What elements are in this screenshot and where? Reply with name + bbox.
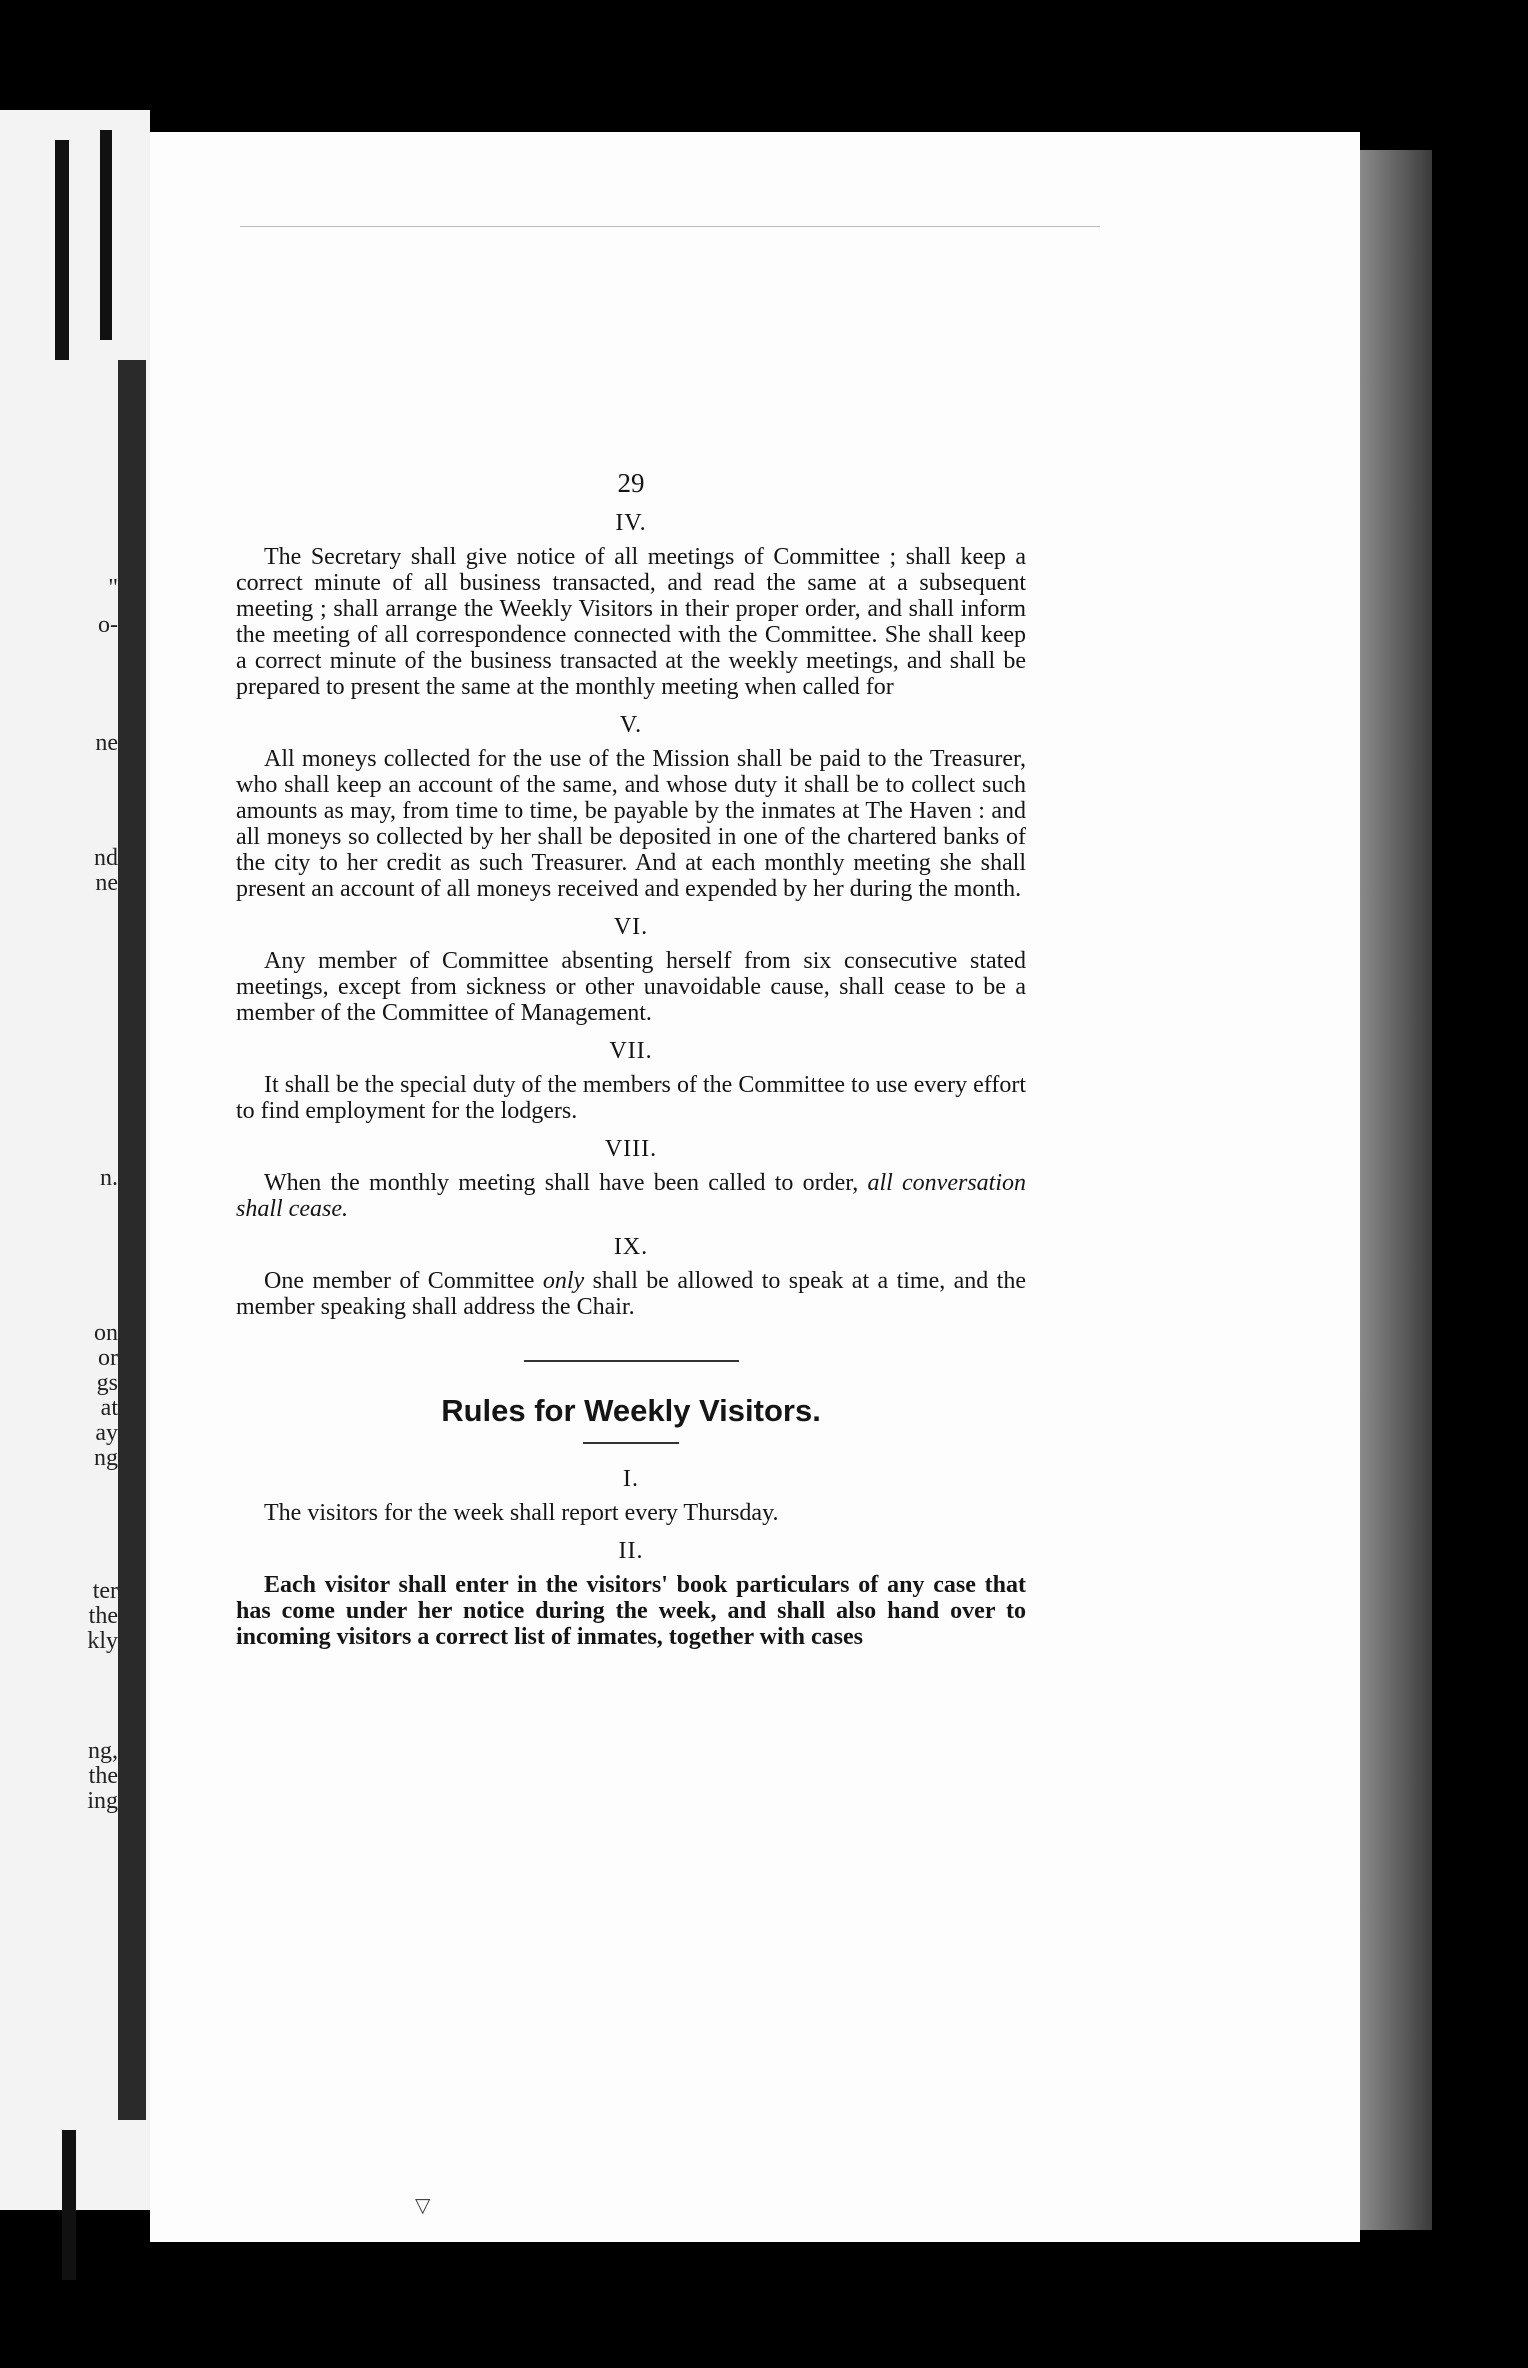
fragment-text: kly [87, 1628, 118, 1654]
title-underline [583, 1442, 679, 1444]
separator-rule [524, 1360, 739, 1362]
paragraph-text: One member of Committee [264, 1268, 543, 1294]
page-number: 29 [617, 468, 645, 498]
section-paragraph: Any member of Committee absenting herself from six consecutive stated meetings, except from sickness or other unavoidable cause, shall cease to be a member of the Committee of Management. [236, 948, 1026, 1026]
fragment-text: ne [95, 870, 118, 896]
fragment-text: the [88, 1763, 118, 1789]
fragment-text: gs [96, 1370, 118, 1396]
fragment-text: or [98, 1345, 118, 1371]
section-heading: VII. [609, 1038, 653, 1064]
paragraph-text: shall be allowed to speak at a time, and the member speaking shall address the Chair. [236, 1268, 1026, 1320]
fragment-text: ter [92, 1578, 118, 1604]
rule-paragraph: Each visitor shall enter in the visitors' book particulars of any case that has come under her notice during the week, and shall also hand over to incoming visitors a correct list of inmates, together with cases [236, 1572, 1026, 1650]
section-paragraph: All moneys collected for the use of the Mission shall be paid to the Treasurer, who shall keep an account of the same, and whose duty it shall be to collect such amounts as may, from time to time, be payable by the inmates at The Haven : and all moneys so collected by her shall be deposited in one of the chartered banks of the city to her credit as such Treasurer. And at each monthly meeting she shall present an account of all moneys received and expended by her during the month. [236, 746, 1026, 902]
section-paragraph [236, 1170, 1026, 1222]
fragment-text: o- [98, 612, 118, 638]
rule-paragraph: The visitors for the week shall report every Thursday. [264, 1500, 779, 1526]
rule-heading: II. [618, 1538, 644, 1564]
section-heading: V. [619, 712, 643, 738]
fragment-text: ng [94, 1445, 118, 1471]
fragment-text: ng, [88, 1738, 118, 1764]
italic-text: only [542, 1268, 585, 1294]
fragment-text: the [88, 1603, 118, 1629]
rule-heading: I. [623, 1466, 639, 1492]
section-paragraph: The Secretary shall give notice of all meetings of Committee ; shall keep a correct minute of all business transacted, and read the same at a subsequent meeting ; shall arrange the Weekly Visitors in their proper order, and shall inform the meeting of all correspondence connected with the Committee. She shall keep a correct minute of the business transacted at the weekly meetings, and shall be prepared to present the same at the monthly meeting when called for [236, 544, 1026, 700]
paragraph-text: When the monthly meeting shall have been called to order, [264, 1170, 868, 1196]
binding-clip [55, 140, 69, 360]
italic-text: all conversation shall cease. [236, 1170, 1027, 1222]
footer-mark-icon: ▽ [415, 2195, 431, 2217]
fragment-text: nd [94, 845, 118, 871]
section-heading: IV. [615, 510, 647, 536]
binding-clip [62, 2130, 76, 2280]
page-body [236, 470, 1026, 1650]
fragment-text: ne [95, 730, 118, 756]
rules-title: Rules for Weekly Visitors. [441, 1393, 821, 1428]
previous-page-edge [0, 110, 150, 2210]
page-gutter [118, 360, 146, 2120]
fragment-text: ay [95, 1420, 118, 1446]
fragment-text: n. [100, 1165, 118, 1191]
section-paragraph [236, 1268, 1026, 1320]
binding-clip [100, 130, 112, 340]
page-stack-edge [1360, 150, 1432, 2230]
section-heading: VI. [613, 914, 649, 940]
top-rule [240, 226, 1100, 227]
section-paragraph: It shall be the special duty of the members of the Committee to use every effort to find employment for the lodgers. [236, 1072, 1026, 1124]
fragment-text: " [108, 575, 118, 601]
fragment-text: on [94, 1320, 118, 1346]
section-heading: IX. [613, 1234, 649, 1260]
fragment-text: at [100, 1395, 118, 1421]
fragment-text: ing [87, 1788, 118, 1814]
section-heading: VIII. [604, 1136, 658, 1162]
